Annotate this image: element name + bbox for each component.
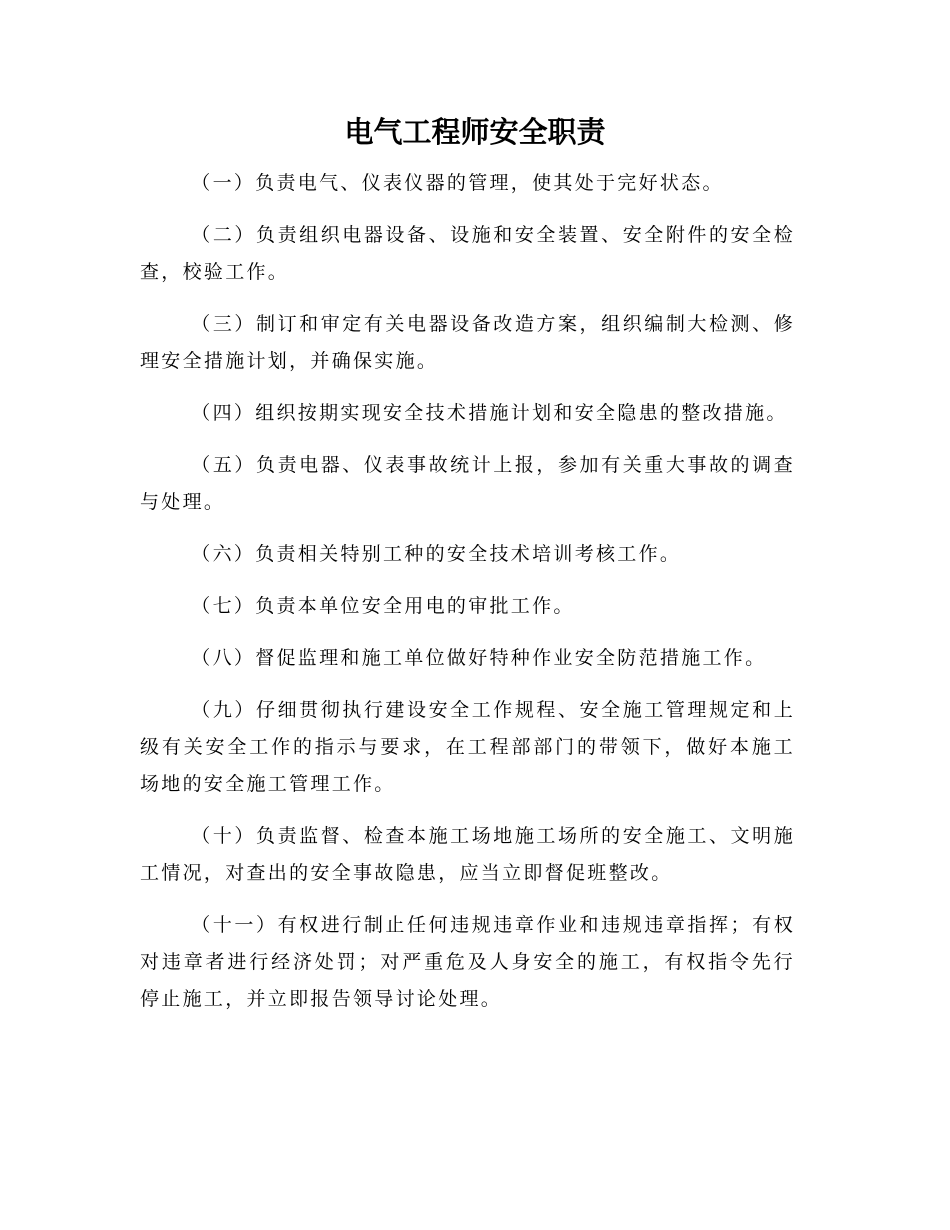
duty-paragraph-5: （五）负责电器、仪表事故统计上报，参加有关重大事故的调查与处理。: [140, 454, 795, 513]
duty-paragraph-11: （十一）有权进行制止任何违规违章作业和违规违章指挥；有权对违章者进行经济处罚；对严重危及人身安全的施工，有权指令先行停止施工，并立即报告领导讨论处理。: [140, 914, 795, 1010]
duty-paragraph-9: （九）仔细贯彻执行建设安全工作规程、安全施工管理规定和上级有关安全工作的指示与要求，在工程部部门的带领下，做好本施工场地的安全施工管理工作。: [140, 699, 795, 795]
document-title: 电气工程师安全职责: [344, 115, 606, 149]
document-body: [140, 165, 795, 1033]
duty-paragraph-4: （四）组织按期实现安全技术措施计划和安全隐患的整改措施。: [191, 402, 788, 424]
duty-paragraph-3: （三）制订和审定有关电器设备改造方案，组织编制大检测、修理安全措施计划，并确保实施。: [140, 313, 795, 372]
duty-paragraph-2: （二）负责组织电器设备、设施和安全装置、安全附件的安全检查，校验工作。: [140, 224, 795, 283]
duty-paragraph-7: （七）负责本单位安全用电的审批工作。: [191, 595, 575, 617]
duty-paragraph-10: （十）负责监督、检查本施工场地施工场所的安全施工、文明施工情况，对查出的安全事故隐患，应当立即督促班整改。: [140, 825, 795, 884]
duty-paragraph-1: （一）负责电气、仪表仪器的管理，使其处于完好状态。: [191, 172, 724, 194]
duty-paragraph-6: （六）负责相关特别工种的安全技术培训考核工作。: [191, 543, 682, 565]
duty-paragraph-8: （八）督促监理和施工单位做好特种作业安全防范措施工作。: [191, 647, 767, 669]
